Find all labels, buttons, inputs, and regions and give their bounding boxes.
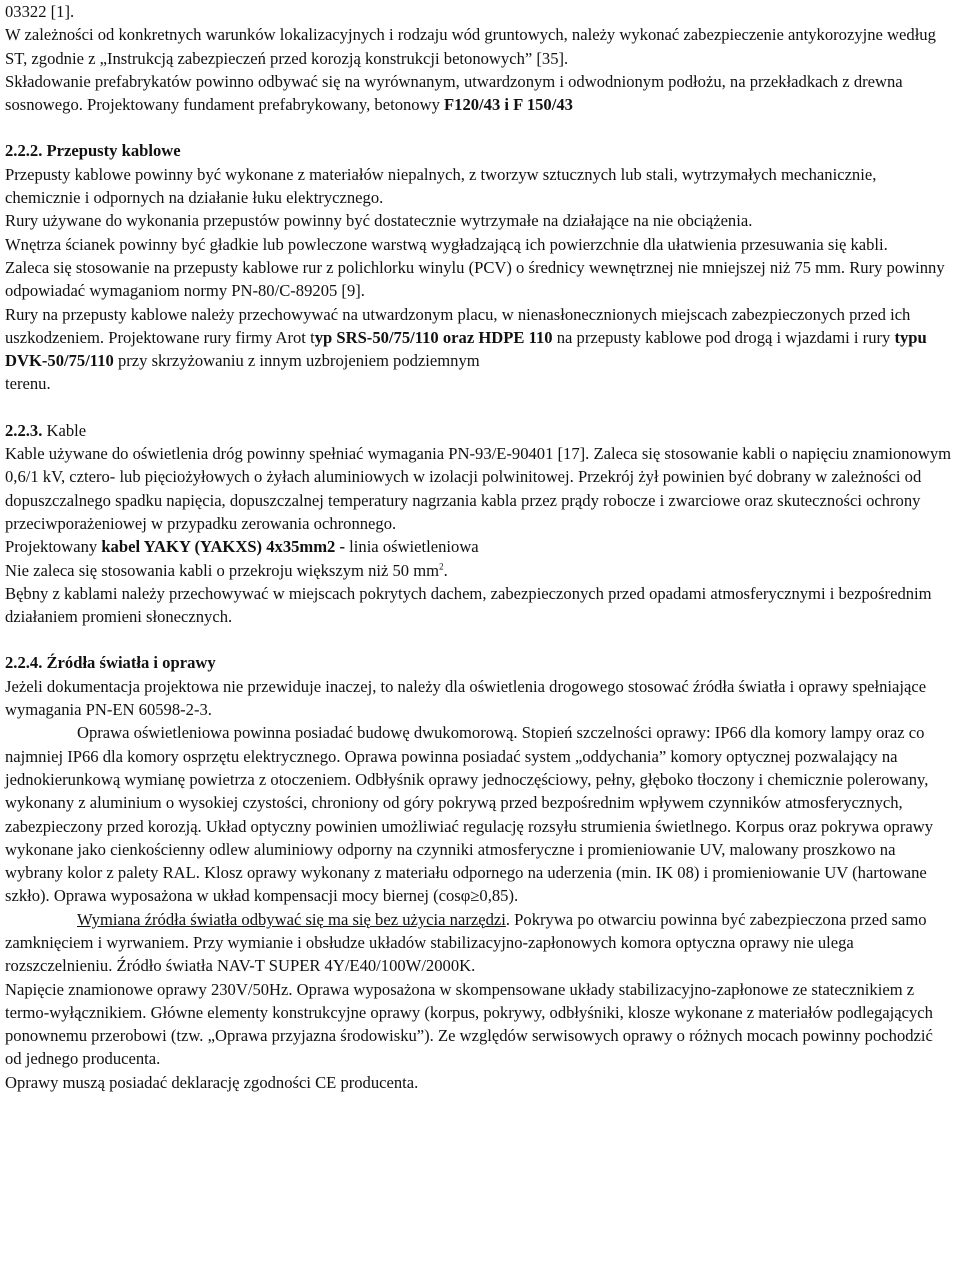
spacer — [5, 116, 952, 139]
underlined-text: Wymiana źródła światła odbywać się ma się bez użycia narzędzi — [77, 909, 506, 929]
text-run: . Pokrywa po otwarciu powinna być zabezpieczona przed samo zamknięciem i wyrwaniem. Przy wymianie i obsłudze układów stabilizacyjno-zapłonowych komora optyczna oprawy nie ulega rozszczelnieniu. Źródło światła NAV-T SUPER 4Y/E40/100W/2000K. — [5, 909, 927, 976]
paragraph-cables-requirements: Kable używane do oświetlenia dróg powinny spełniać wymagania PN-93/E-90401 [17]. Zaleca się stosowanie kabli o napięciu znamionowym 0,6/1 kV, cztero- lub pięciożyłowych o żyłach aluminiowych w izolacji polwinitowej. Przekrój żył powinien być dobrany w zależności od dopuszczalnego spadku napięcia, dopuszczalnej temperatury nagrzania kabla przez prądy robocze i zwarciowe oraz skuteczności ochrony przeciwporażeniowej w przypadku zerowania ochronnego. — [5, 444, 952, 533]
spacer — [5, 396, 952, 419]
paragraph-continuation: 03322 [1]. — [5, 2, 75, 21]
paragraph-cable-ducts-materials: Przepusty kablowe powinny być wykonane z materiałów niepalnych, z tworzyw sztucznych lub stali, wytrzymałych mechanicznie, chemicznie i odpornych na działanie łuku elektrycznego. — [5, 164, 877, 208]
spacer — [5, 628, 952, 651]
paragraph-luminaire-construction: Oprawa oświetleniowa powinna posiadać budowę dwukomorową. Stopień szczelności oprawy: IP66 dla komory lampy oraz co najmniej IP66 dla komory osprzętu elektrycznego. Oprawa powinna posiadać system „oddychania” komory optycznej pozwalający na jednokierunkową wymianę powietrza z otoczeniem. Odbłyśnik oprawy jednoczęściowy, pełny, głęboko tłoczony i chemicznie polerowany, wykonany z aluminium o wysokiej czystości, chroniony od góry pokrywą przed bezpośrednim wpływem czynników atmosferycznych, zabezpieczony przed korozją. Układ optyczny powinien umożliwiać regulację rozsyłu strumienia świetlnego. Korpus oraz pokrywa oprawy wykonane jako cienkościenny odlew aluminiowy odporny na czynniki atmosferyczne i promieniowanie UV, malowany proszkowo na wybrany kolor z palety RAL. Klosz oprawy wykonany z materiału odpornego na uderzenia (min. IK 08) i promieniowanie UV (hartowane szkło). Oprawa wyposażona w układ kompensacji mocy biernej (cosφ≥0,85). — [5, 723, 934, 906]
heading-text: Kable — [42, 420, 87, 440]
paragraph-cable-drums: Bębny z kablami należy przechowywać w miejscach pokrytych dachem, zabezpieczonych przed opadami atmosferycznymi i bezpośrednim działaniem promieni słonecznych. — [5, 583, 932, 627]
text-run: Projektowany — [5, 537, 102, 557]
paragraph-light-sources-general: Jeżeli dokumentacja projektowa nie przewiduje inaczej, to należy dla oświetlenia drogowego stosować źródła światła i oprawy spełniające wymagania PN-EN 60598-2-3. — [5, 676, 927, 720]
cable-type: kabel YAKY (YAKXS) 4x35mm2 - — [101, 537, 346, 557]
heading-text: 2.2.2. Przepusty kablowe — [5, 141, 181, 161]
heading-number: 2.2.3. — [5, 420, 43, 440]
text-run: . — [443, 560, 448, 580]
text-run: przy skrzyżowaniu z innym uzbrojeniem podziemnym — [113, 351, 480, 371]
pipe-type-dvk: typu DVK-50/75/110 — [5, 327, 927, 371]
superscript: 2 — [439, 561, 444, 571]
text-run: Nie zaleca się stosowania kabli o przekroju większym niż 50 mm — [5, 560, 440, 580]
pipe-type-srs: yp SRS-50/75/110 oraz HDPE 110 — [314, 327, 553, 347]
section-heading-2-2-4 — [5, 651, 952, 674]
text-run: na przepusty kablowe pod drogą i wjazdami i rury — [552, 327, 895, 347]
foundation-type: F120/43 i F 150/43 — [444, 95, 573, 115]
paragraph-lamp-replacement — [5, 908, 952, 978]
section-heading-2-2-2 — [5, 139, 952, 162]
text-run: Rury na przepusty kablowe należy przechowywać na utwardzonym placu, w nienasłonecznionych miejscach zabezpieczonych przed ich uszkodzeniem. Projektowane rury firmy Arot t — [5, 304, 911, 347]
paragraph-pvc-pipes: Zaleca się stosowanie na przepusty kablowe rur z polichlorku winylu (PCV) o średnicy wewnętrznej nie mniejszej niż 75 mm. Rury powinny odpowiadać wymaganiom normy PN-80/C-89205 [9]. — [5, 257, 945, 301]
text-run: linia oświetleniowa — [345, 537, 479, 557]
paragraph-prefab-storage — [5, 70, 952, 117]
section-heading-2-2-3 — [5, 419, 952, 442]
paragraph-rated-voltage: Napięcie znamionowe oprawy 230V/50Hz. Oprawa wyposażona w skompensowane układy stabilizacyjno-zapłonowe ze statecznikiem z termo-wyłącznikiem. Główne elementy konstrukcyjne oprawy (korpus, pokrywy, odbłyśniki, klosze wykonane z materiałów podlegających ponownemu przerobowi (tzw. „Oprawa przyjazna środowisku”). Ze względów serwisowych oprawy o różnych mocach powinny pochodzić od jednego producenta. — [5, 979, 933, 1069]
paragraph-pipe-storage — [5, 303, 952, 373]
paragraph-corrosion-protection: W zależności od konkretnych warunków lokalizacyjnych i rodzaju wód gruntowych, należy wykonać zabezpieczenie antykorozyjne według ST, zgodnie z „Instrukcją zabezpieczeń przed korozją konstrukcji betonowych” [35]. — [5, 25, 936, 68]
paragraph-ce-declaration: Oprawy muszą posiadać deklarację zgodności CE producenta. — [5, 1072, 419, 1092]
paragraph-cable-cross-section — [5, 559, 952, 582]
text-run: Składowanie prefabrykatów powinno odbywać się na wyrównanym, utwardzonym i odwodnionym podłożu, na przekładkach z drewna sosnowego. Projektowany fundament prefabrykowany, betonowy — [5, 71, 903, 115]
paragraph-pipe-walls: Wnętrza ścianek powinny być gładkie lub powleczone warstwą wygładzającą ich powierzchnie dla ułatwienia przesuwania się kabli. — [5, 234, 888, 254]
heading-text: 2.2.4. Źródła światła i oprawy — [5, 653, 216, 673]
paragraph-pipe-strength: Rury używane do wykonania przepustów powinny być dostatecznie wytrzymałe na działające na nie obciążenia. — [5, 211, 753, 231]
paragraph-designed-cable — [5, 535, 952, 558]
paragraph-terrain: terenu. — [5, 374, 51, 394]
